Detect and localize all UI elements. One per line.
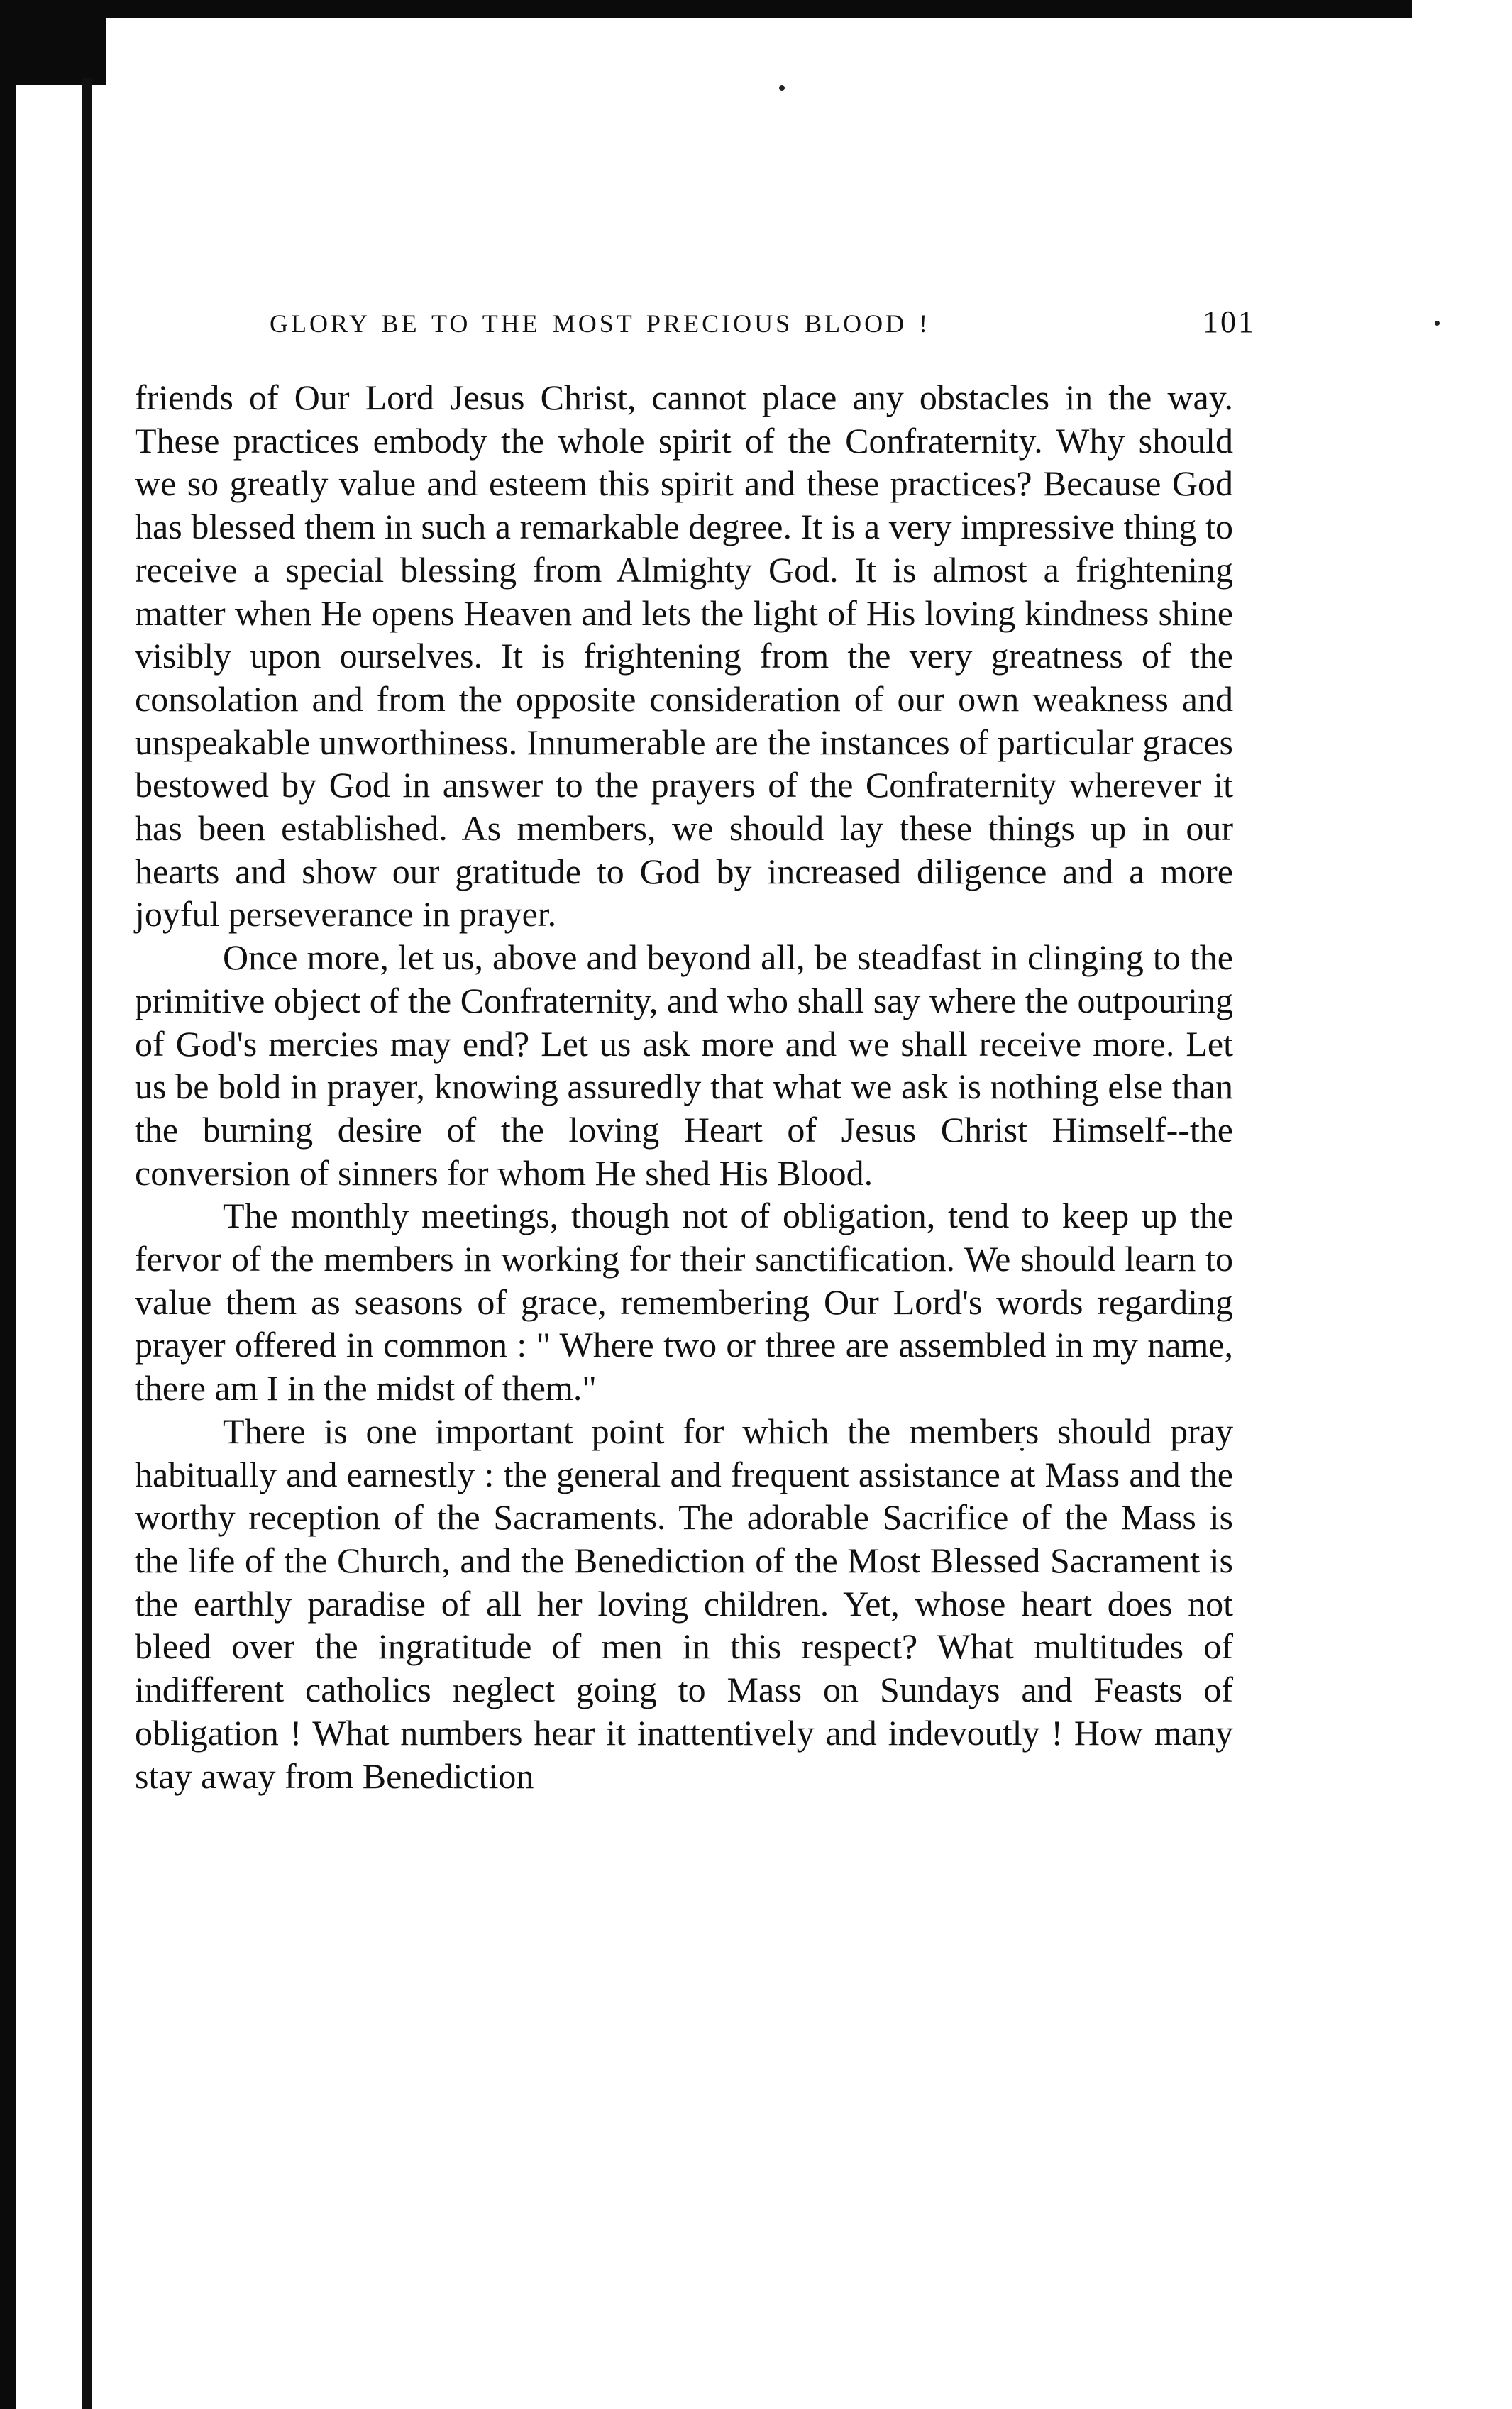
page-header [270, 304, 1256, 346]
scan-border-left [0, 0, 16, 2409]
scan-speck [779, 85, 785, 91]
paragraph: The monthly meetings, though not of obligation, tend to keep up the fervor of the members in working for their sanctification. We should learn to value them as seasons of grace, remembering Our Lord's words regarding prayer offered in common : " Where two or three are assembled in my name, there am I in the midst of them." [135, 1196, 1233, 1409]
scan-speck [1435, 321, 1440, 326]
paragraph: Once more, let us, above and beyond all, be steadfast in clinging to the primitive object of the Confraternity, and who shall say where the outpouring of God's mercies may end? Let us ask more and we shall receive more. Let us be bold in prayer, knowing assuredly that what we ask is nothing else than the burning desire of the loving Heart of Jesus Christ Himself--the conversion of sinners for whom He shed His Blood. [135, 937, 1233, 1193]
scan-border-corner [0, 0, 106, 85]
running-head: GLORY BE TO THE MOST PRECIOUS BLOOD ! [270, 309, 931, 338]
paragraph: There is one important point for which the members should pray habitually and earnestly : the general and frequent assistance at Mass and the worthy reception of the Sacraments. The adorable Sacrifice of the Mass is the life of the Church, and the Benediction of the Most Blessed Sacrament is the earthly paradise of all her loving children. Yet, whose heart does not bleed over the ingratitude of men in this respect? What multitudes of indifferent catholics neglect going to Mass on Sundays and Feasts of obligation ! What numbers hear it inattentively and indevoutly ! How many stay away from Benediction [135, 1411, 1233, 1796]
scan-border-top [0, 0, 1412, 18]
page-gutter-edge [82, 78, 92, 2409]
page-body [135, 376, 1233, 1797]
paragraph: friends of Our Lord Jesus Christ, cannot place any obstacles in the way. These practices embody the whole spirit of the Confraternity. Why should we so greatly value and esteem this spirit and these practices? Because God has blessed them in such a remarkable degree. It is a very impressive thing to receive a special blessing from Almighty God. It is almost a frightening matter when He opens Heaven and lets the light of His loving kindness shine visibly upon ourselves. It is frightening from the very greatness of the consolation and from the opposite consideration of our own weakness and unspeakable unworthiness. Innumerable are the instances of particular graces bestowed by God in answer to the prayers of the Confraternity wherever it has been established. As members, we should lay these things up in our hearts and show our gratitude to God by increased diligence and a more joyful perseverance in prayer. [135, 377, 1233, 935]
page-number: 101 [1203, 304, 1256, 339]
